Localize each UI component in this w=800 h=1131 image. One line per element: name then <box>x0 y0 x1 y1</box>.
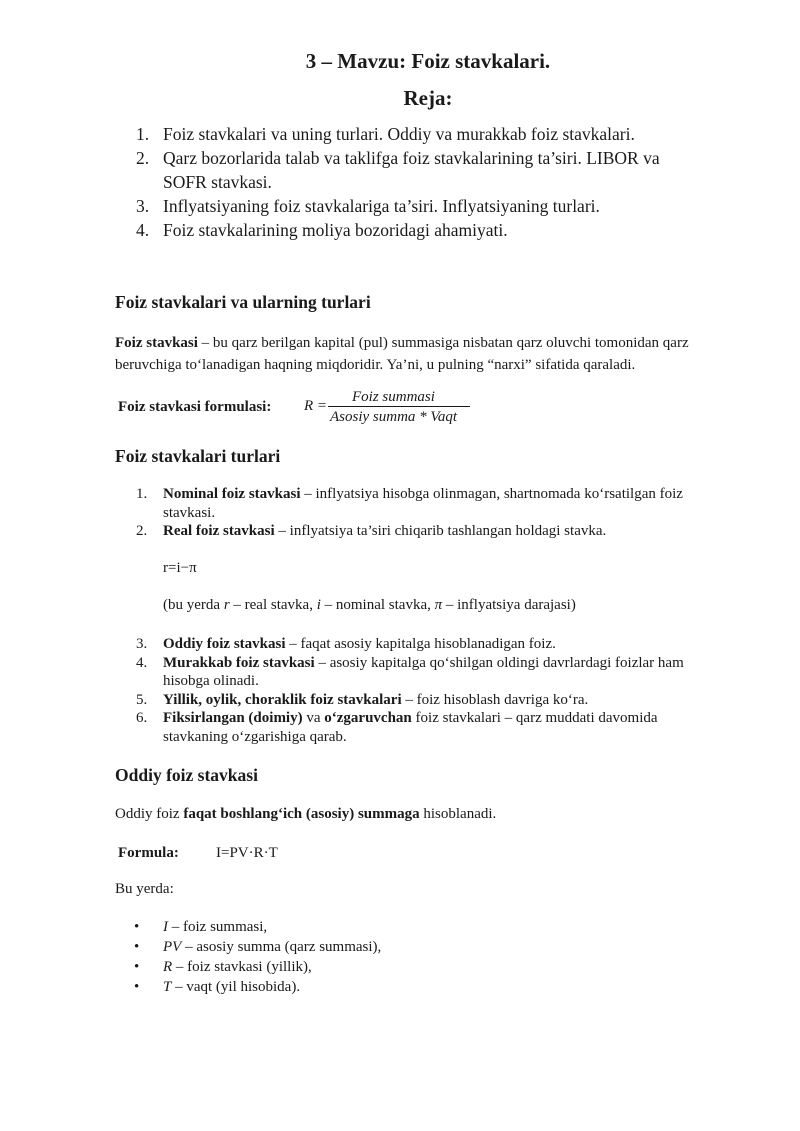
real-rate-formula: r=i−π <box>163 560 197 576</box>
definition-term: Foiz stavkasi <box>115 335 198 351</box>
plan-item <box>136 218 726 242</box>
variable-symbol: PV <box>163 939 182 955</box>
list-item-term: Nominal foiz stavkasi <box>163 486 301 502</box>
list-item-number: 1. <box>136 486 148 502</box>
list-item <box>136 654 736 691</box>
list-item-text: – foiz hisoblash davriga ko‘ra. <box>401 691 589 708</box>
note-text: – inflyatsiya darajasi) <box>442 597 576 613</box>
intro-emphasis: faqat boshlang‘ich (asosiy) summaga <box>183 806 420 822</box>
plan-heading: Reja: <box>403 86 453 110</box>
intro-text: hisoblanadi. <box>419 806 497 822</box>
list-item <box>136 485 736 522</box>
list-item <box>134 957 381 977</box>
rate-formula-label: Foiz stavkasi formulasi: <box>118 399 272 415</box>
definition-text: – bu qarz berilgan kapital (pul) summasiga nisbatan qarz oluvchi tomonidan qarz beruvchiga to‘lanadigan haqning miqdoridir. Ya’ni, u pulning “narxi” sifatida qaraladi. <box>115 335 689 373</box>
list-item-term: Fiksirlangan (doimiy) <box>163 710 303 726</box>
plan-item-text: Foiz stavkalarining moliya bozoridagi ahamiyati. <box>163 220 508 240</box>
list-item-text: – inflyatsiya hisobga olinmagan, shartnomada ko‘rsatilgan foiz stavkasi. <box>163 486 683 521</box>
simple-interest-intro <box>115 803 740 825</box>
intro-text: Oddiy foiz <box>115 806 184 822</box>
list-item-number: 4. <box>136 654 148 671</box>
fraction-bar <box>328 406 470 407</box>
variable-symbol: R <box>163 959 173 975</box>
list-item-body <box>163 654 736 691</box>
list-item-term: Real foiz stavkasi <box>163 523 275 539</box>
plan-item-number: 2. <box>136 148 150 168</box>
bullet-icon: • <box>134 979 140 995</box>
list-item-body <box>163 709 736 746</box>
plan-list <box>136 122 726 242</box>
rate-types-list-a <box>136 485 736 541</box>
list-item-body <box>163 691 736 710</box>
rate-formula-lhs: R = <box>304 398 328 414</box>
list-item-body <box>163 937 381 957</box>
plan-item <box>136 146 726 194</box>
note-text: (bu yerda <box>163 597 224 613</box>
rate-types-list-b <box>136 635 736 746</box>
variable-description: – vaqt (yil hisobida). <box>171 979 301 995</box>
list-item <box>136 709 736 746</box>
list-item-number: 5. <box>136 691 148 708</box>
variable-description: – asosiy summa (qarz summasi), <box>181 939 382 955</box>
document-title: 3 – Mavzu: Foiz stavkalari. <box>305 49 551 73</box>
list-item-body <box>163 977 300 997</box>
plan-item-number: 1. <box>136 124 150 144</box>
plan-item-number: 4. <box>136 220 150 240</box>
list-item <box>136 522 736 541</box>
rate-formula-numerator: Foiz summasi <box>352 389 435 405</box>
section-heading-types: Foiz stavkalari va ularning turlari <box>115 292 371 312</box>
list-item-text: – inflyatsiya ta’siri chiqarib tashlangan holdagi stavka. <box>274 523 607 539</box>
list-item-text: – asosiy kapitalga qo‘shilgan oldingi davrlardagi foizlar ham hisobga olinadi. <box>163 654 684 689</box>
variable-description: – foiz summasi, <box>168 919 268 935</box>
list-item <box>136 691 736 710</box>
formula-note <box>163 597 576 614</box>
bullet-icon: • <box>134 959 140 975</box>
variable-symbol: I <box>163 919 168 935</box>
list-item-term: o‘zgaruvchan <box>324 710 412 726</box>
bullet-icon: • <box>134 919 140 935</box>
definition-paragraph <box>115 332 740 376</box>
list-item-body <box>163 485 736 522</box>
rate-formula-denominator: Asosiy summa * Vaqt <box>330 409 458 425</box>
variable-symbol: T <box>163 979 172 995</box>
where-label: Bu yerda: <box>115 881 174 897</box>
list-item <box>134 917 381 937</box>
plan-item <box>136 122 726 146</box>
list-item <box>134 937 381 957</box>
list-item-number: 2. <box>136 523 148 539</box>
list-item-number: 6. <box>136 710 148 726</box>
list-item-text: – faqat asosiy kapitalga hisoblanadigan foiz. <box>285 636 556 652</box>
list-item <box>136 635 736 654</box>
list-item-term: Yillik, oylik, choraklik foiz stavkalari <box>163 691 402 708</box>
list-item-number: 3. <box>136 636 148 652</box>
list-item-body <box>163 522 736 541</box>
note-text: – nominal stavka, <box>320 597 435 613</box>
list-item-text: va <box>302 710 325 726</box>
variable-description: – foiz stavkasi (yillik), <box>172 959 312 975</box>
list-item-body <box>163 635 736 654</box>
variables-list <box>134 917 381 997</box>
plan-item <box>136 194 726 218</box>
formula-label: Formula: <box>118 845 179 861</box>
formula-expression: I=PV·R·T <box>216 845 278 861</box>
section-heading-rate-types: Foiz stavkalari turlari <box>115 446 281 466</box>
plan-item-text: Foiz stavkalari va uning turlari. Oddiy va murakkab foiz stavkalari. <box>163 124 635 144</box>
simple-interest-formula <box>118 842 743 864</box>
list-item <box>134 977 381 997</box>
note-symbol-i: i <box>316 597 321 613</box>
section-heading-simple-interest: Oddiy foiz stavkasi <box>115 765 258 785</box>
plan-item-text: Inflyatsiyaning foiz stavkalariga ta’siri. Inflyatsiyaning turlari. <box>163 196 600 216</box>
list-item-body <box>163 917 267 937</box>
plan-item-text: Qarz bozorlarida talab va taklifga foiz stavkalarining ta’siri. LIBOR va SOFR stavkasi. <box>163 148 660 192</box>
note-symbol-pi: π <box>434 597 443 613</box>
list-item-text: foiz stavkalari – qarz muddati davomida stavkaning o‘zgarishiga qarab. <box>163 710 658 745</box>
note-text: – real stavka, <box>229 597 317 613</box>
list-item-body <box>163 957 312 977</box>
plan-item-number: 3. <box>136 196 150 216</box>
note-symbol-r: r <box>223 597 230 613</box>
list-item-term: Oddiy foiz stavkasi <box>163 636 286 652</box>
list-item-term: Murakkab foiz stavkasi <box>163 654 315 671</box>
bullet-icon: • <box>134 939 140 955</box>
